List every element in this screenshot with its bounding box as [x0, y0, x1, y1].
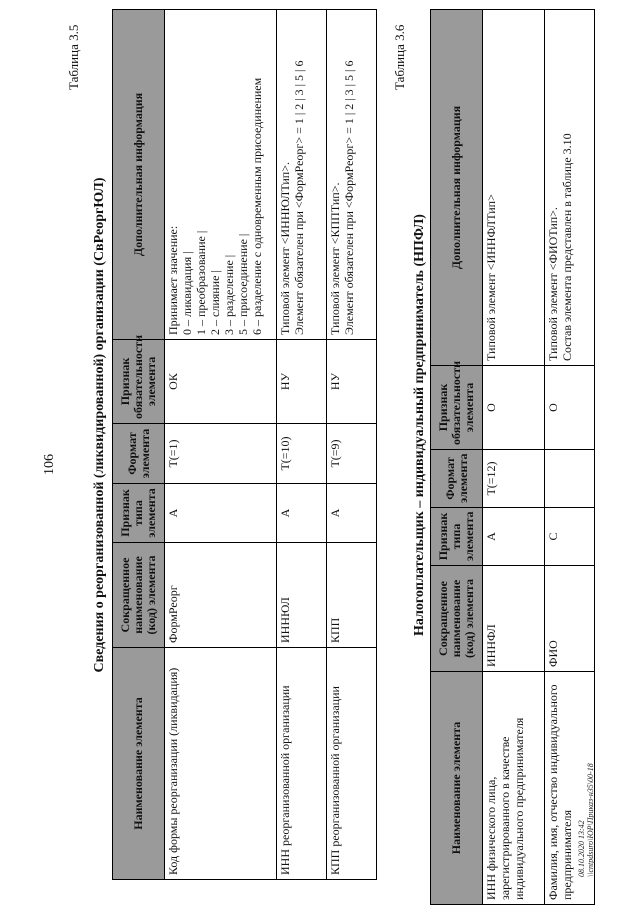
cell-element-name: Код формы реорганизации (ликвидация) — [165, 648, 277, 880]
table-3-5-title: Сведения о реорганизованной (ликвидированной) организации (СвРеоргЮЛ) — [92, 177, 107, 673]
cell-info: Типовой элемент <ФИОТип>. Состав элемента представлен в таблице 3.10 — [545, 10, 595, 366]
cell-format — [545, 450, 595, 508]
table-row — [277, 10, 327, 880]
cell-info: Типовой элемент <КППТип>. Элемент обязателен при <ФормРеорг> = 1 | 2 | 3 | 5 | 6 — [327, 10, 377, 340]
cell-element-name: ИНН физического лица, зарегистрированного в качестве индивидуального предпринимателя — [483, 672, 545, 905]
header-cell: Признак типа элемента — [113, 484, 165, 543]
cell-info: Типовой элемент <ИННЮЛТип>. Элемент обязателен при <ФормРеорг> = 1 | 2 | 3 | 5 | 6 — [277, 10, 327, 340]
cell-format: T(=12) — [483, 450, 545, 508]
table-3-6-title: Налогоплательщик – индивидуальный предприниматель (НПФЛ) — [412, 214, 427, 636]
cell-required: О — [545, 366, 595, 450]
header-cell: Формат элемента — [431, 450, 483, 508]
table-header-row — [113, 10, 165, 880]
cell-code: ИННЮЛ — [277, 543, 327, 648]
cell-type: А — [483, 508, 545, 566]
footer-date: 08.10.2020 13:42 — [577, 820, 586, 877]
cell-element-name: КПП реорганизованной организации — [327, 648, 377, 880]
cell-required: ОК — [165, 340, 277, 424]
cell-format: T(=1) — [165, 424, 277, 484]
header-cell: Наименование элемента — [113, 648, 165, 880]
header-cell: Сокращенное наименование (код) элемента — [431, 566, 483, 672]
print-footer — [577, 763, 595, 877]
table-3-5 — [112, 9, 377, 880]
cell-type: А — [327, 484, 377, 543]
cell-info: Принимает значение: 0 – ликвидация | 1 – преобразование | 2 – слияние | 3 – разделение | 5 – присоединение | 6 – разделение с одновременным присоединением — [165, 10, 277, 340]
header-cell: Дополнительная информация — [431, 10, 483, 366]
header-cell: Наименование элемента — [431, 672, 483, 905]
cell-code: ИННФЛ — [483, 566, 545, 672]
header-cell: Признак обязательности элемента — [113, 340, 165, 424]
footer-path: \\cntpdsuro\ЮР\Приказ-н35\00-18 — [586, 763, 595, 877]
table-row — [165, 10, 277, 880]
cell-element-name: Фамилия, имя, отчество индивидуального предпринимателя — [545, 672, 595, 905]
cell-required: О — [483, 366, 545, 450]
cell-required: НУ — [277, 340, 327, 424]
cell-code: ФИО — [545, 566, 595, 672]
cell-type: А — [165, 484, 277, 543]
cell-format: T(=9) — [327, 424, 377, 484]
cell-code: КПП — [327, 543, 377, 648]
header-cell: Сокращенное наименование (код) элемента — [113, 543, 165, 648]
cell-format: T(=10) — [277, 424, 327, 484]
page-number: 106 — [42, 454, 57, 475]
cell-info: Типовой элемент <ИННФЛТип> — [483, 10, 545, 366]
cell-element-name: ИНН реорганизованной организации — [277, 648, 327, 880]
header-cell: Признак типа элемента — [431, 508, 483, 566]
table-row — [483, 10, 545, 905]
cell-required: НУ — [327, 340, 377, 424]
cell-type: А — [277, 484, 327, 543]
table-header-row — [431, 10, 483, 905]
table-3-6 — [430, 9, 595, 905]
cell-code: ФормРеорг — [165, 543, 277, 648]
header-cell: Дополнительная информация — [113, 10, 165, 340]
header-cell: Признак обязательности элемента — [431, 366, 483, 450]
cell-type: С — [545, 508, 595, 566]
table-3-5-caption: Таблица 3.5 — [66, 24, 81, 90]
table-3-6-caption: Таблица 3.6 — [392, 24, 407, 90]
table-row — [327, 10, 377, 880]
header-cell: Формат элемента — [113, 424, 165, 484]
